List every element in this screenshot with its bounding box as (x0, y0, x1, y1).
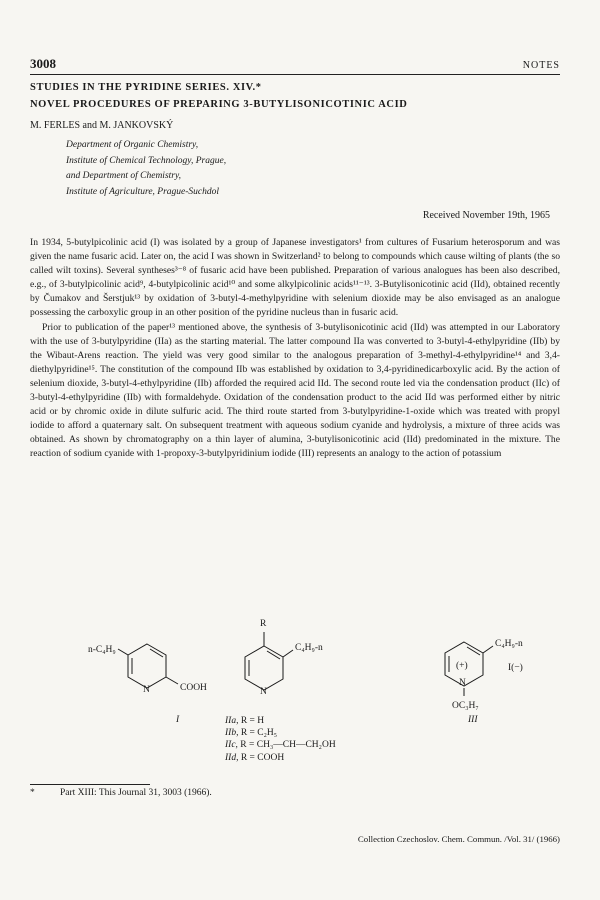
paragraph-2: Prior to publication of the paper¹³ mentioned above, the synthesis of 3-butylisonicotinic acid (IId) was attempted in our Laboratory with the use of 3-butylpyridine (IIa) as the starting material. The latter compound IIa was converted to 3-butyl-4-ethylpyridine (IIb) by the Wibaut-Arens reaction. The yield was very good similar to the analogous preparation of 3-methyl-4-ethylpyridine¹⁴ and 3,4-diethylpyridine¹⁵. The constitution of the compound IIb was established by oxidation to 3,4-pyridinedicarboxylic acid. By the action of selenium dioxide, 3-butyl-4-ethylpyridine (IIb) afforded the required acid IId. The second route led via the condensation product (IIc) of 3-butyl-4-ethylpyridine (IIb) with formaldehyde. Oxidation of the condensation product to the acid IId was performed either by nitric acid or by chromic oxide in dilute sulfuric acid. The third route started from 3-butylpyridine-1-oxide which was treated with propyl iodide to afford a quaternary salt. On subsequent treatment with aqueous sodium cyanide and hydrolysis, a mixture of three acids was obtained. As shown by chromatography on a thin layer of alumina, 3-butylisonicotinic acid (IId) predominated in the mixture. The reaction of sodium cyanide with 1-propoxy-3-butylpyridinium iodide (III) represents an analogy to the action of potassium (30, 321, 560, 460)
variant-label: IIa (225, 716, 237, 726)
affiliation-block (66, 138, 226, 200)
compound-iii-butyl-label: C₄H₉-n (495, 639, 523, 649)
compound-iii-propoxy-label: OC₃H₇ (452, 701, 479, 711)
page-number: 3008 (30, 56, 56, 71)
compound-ii-ring (245, 632, 293, 690)
footnote-text: Part XIII: This Journal 31, 3003 (1966). (60, 788, 212, 798)
footnote (30, 788, 212, 798)
variant-definition: , R = H (236, 716, 265, 726)
affiliation-line: and Department of Chemistry, (66, 171, 182, 181)
variant-row (225, 715, 336, 727)
journal-citation: Collection Czechoslov. Chem. Commun. /Vol. 31/ (1966) (357, 834, 560, 844)
compound-i-butyl-label: n-C₄H₉ (88, 645, 116, 655)
footnote-mark: * (30, 788, 35, 798)
running-head (30, 56, 560, 72)
compound-iii-ring (445, 642, 493, 696)
body-text (30, 236, 560, 462)
received-date: Received November 19th, 1965 (422, 210, 550, 221)
structure-drawings (30, 612, 560, 792)
variant-label: IId (225, 752, 237, 763)
affiliation-line: Institute of Agriculture, Prague-Suchdol (66, 186, 220, 197)
section-label: NOTES (522, 60, 560, 71)
variant-row (225, 739, 336, 751)
variant-row (225, 752, 336, 764)
affiliation-line: Institute of Chemical Technology, Prague, (66, 155, 227, 166)
variant-definition: , R = CH₃—CH—CH₂OH (235, 740, 336, 751)
compound-iii-charge: (+) (456, 661, 468, 671)
compound-i-carboxyl-label: COOH (180, 683, 207, 693)
variant-row (225, 727, 336, 739)
chemical-structures (30, 612, 560, 792)
footnote-rule (30, 784, 150, 785)
header-rule (30, 74, 560, 75)
compound-ii-butyl-label: C₄H₉-n (295, 643, 323, 653)
compound-ii-variants (225, 715, 336, 764)
compound-i-nitrogen: N (143, 685, 150, 695)
compound-iii-counter-ion: I(−) (508, 663, 523, 673)
compound-ii-nitrogen: N (260, 687, 267, 697)
series-title: STUDIES IN THE PYRIDINE SERIES. XIV.* (30, 82, 262, 93)
compound-i-ring (118, 644, 178, 688)
journal-page (30, 0, 570, 900)
variant-label: IIc (225, 740, 236, 751)
compound-ii-r-label: R (260, 619, 267, 629)
compound-iii-nitrogen: N (459, 678, 466, 688)
variant-definition: , R = C₂H₅ (236, 728, 278, 739)
compound-iii-label: III (468, 715, 478, 725)
paragraph-1: In 1934, 5-butylpicolinic acid (I) was isolated by a group of Japanese investigators¹ from cultures of Fusarium heterosporum and was given the name fusaric acid. Later on, the acid I was shown in Switzerland² to belong to compounds which cause wilting of plants (the so called wilt toxins). Several syntheses³⁻⁸ of fusaric acid have been published. Preparation of various analogues has been also described, e.g., of 3-butylpicolinic acid⁹, 4-butylpicolinic acid¹⁰ and some alkylpicolinic acids¹¹⁻¹³. 3-Butylisonicotinic acid (IId), obtained recently by Čumakov and Šerstjuk¹³ by oxidation of 3-butyl-4-methylpyridine with selenium dioxide may be also envisaged as an analogue possessing the carboxylic group in an other position of the pyridine nucleus than in fusaric acid. (30, 237, 560, 319)
article-title: NOVEL PROCEDURES OF PREPARING 3-BUTYLISONICOTINIC ACID (30, 99, 408, 110)
affiliation-line: Department of Organic Chemistry, (66, 140, 199, 150)
author-line: M. FERLES and M. JANKOVSKÝ (30, 120, 174, 131)
variant-definition: , R = COOH (236, 752, 285, 763)
variant-label: IIb (225, 728, 237, 739)
compound-i-label: I (176, 715, 180, 725)
